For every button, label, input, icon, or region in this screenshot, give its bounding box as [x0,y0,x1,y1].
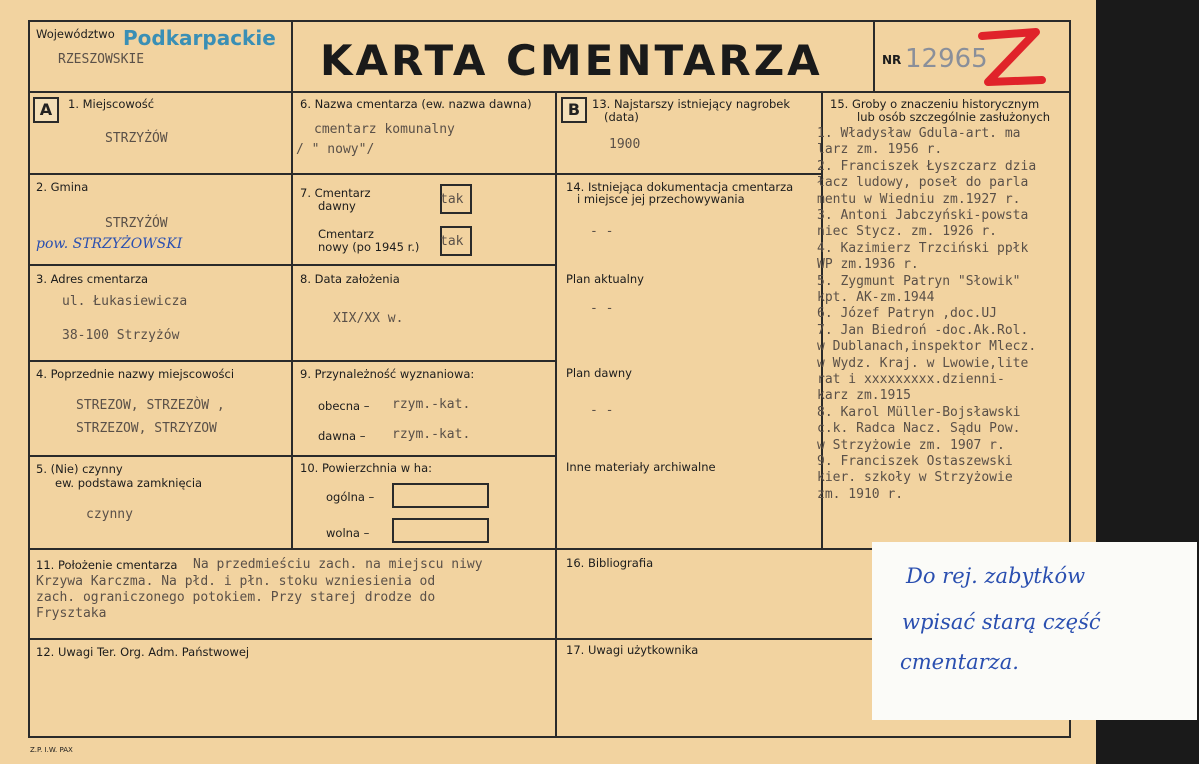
grave-line: kier. szkoły w Strzyżowie [817,470,1013,486]
field-1-label: 1. Miejscowość [68,97,155,111]
grave-line: 1. Władysław Gdula-art. ma [817,126,1021,141]
row-divider [28,264,557,266]
field-15-label-2: lub osób szczególnie zasłużonych [857,110,1051,124]
grave-line: 7. Jan Biedroń -doc.Ak.Rol. [817,322,1029,338]
field-11-line3: zach. ograniczonego potokiem. Przy starej drodze do [36,590,436,605]
dawna-label: dawna – [318,429,366,443]
grave-line: 6. Józef Patryn ,doc.UJ [817,306,998,322]
field-14-value: - - [590,224,614,239]
col-divider-2 [555,91,557,738]
field-16-label: 16. Bibliografia [566,556,654,570]
nowy-value: tak [440,234,464,249]
grave-line: WP zm.1936 r. [817,257,919,273]
field-14-label: 14. Istniejąca dokumentacja cmentarza [566,180,794,194]
field-10-label: 10. Powierzchnia w ha: [300,461,433,475]
card-number: 12965 [905,44,988,74]
grave-line: mentu w Wiedniu zm.1927 r. [817,191,1021,207]
field-8-value: XIX/XX w. [333,311,404,326]
field-9-label: 9. Przynależność wyznaniowa: [300,367,475,381]
row-divider [28,360,557,362]
dawny-checkbox[interactable] [440,184,472,214]
field-2-value: STRZYŻÓW [105,216,168,231]
field-14-label-2: i miejsce jej przechowywania [577,192,745,206]
sticky-note [872,542,1197,720]
field-7-nowy-label-2: nowy (po 1945 r.) [318,240,420,254]
note-line1: Do rej. zabytków [906,564,1086,588]
field-13-label: 13. Najstarszy istniejący nagrobek [592,97,791,111]
grave-line: w Dublanach,inspektor Mlecz. [817,339,1037,355]
field-11-line4: Frysztaka [36,606,107,621]
field-3-label: 3. Adres cmentarza [36,272,149,286]
field-12-label: 12. Uwagi Ter. Org. Adm. Państwowej [36,645,250,659]
ogolna-label: ogólna – [326,490,375,504]
grave-line: w Wydz. Kraj. w Lwowie,lite [817,355,1029,371]
field-11-label: 11. Położenie cmentarza [36,558,178,572]
field-5-value: czynny [86,507,133,522]
field-3-line2: 38-100 Strzyżów [62,328,180,343]
field-13-value: 1900 [609,137,641,152]
grave-line: karz zm.1915 [817,388,911,404]
wolna-input[interactable] [392,518,489,543]
dawna-value: rzym.-kat. [392,427,471,442]
plan-dawny-label: Plan dawny [566,366,632,380]
field-7-dawny-label-2: dawny [318,199,356,213]
ogolna-input[interactable] [392,483,489,508]
row-divider [28,455,557,457]
field-6-line2: / " nowy"/ [296,142,375,157]
field-2-handwritten: pow. STRZYŻOWSKI [36,236,183,252]
field-1-value: STRZYŻÓW [105,131,168,146]
grave-line: rat i xxxxxxxxx.dzienni- [817,372,1005,387]
field-13-label-2: (data) [604,110,639,124]
wojewodztwo-label: Województwo [36,27,115,41]
obecna-label: obecna – [318,399,370,413]
field-6-label: 6. Nazwa cmentarza (ew. nazwa dawna) [300,97,532,111]
row-divider [28,173,557,175]
nowy-checkbox[interactable] [440,226,472,256]
grave-line: 4. Kazimierz Trzciński ppłk [817,240,1029,256]
field-7-nowy-label: Cmentarz [318,227,374,241]
field-4-label: 4. Poprzednie nazwy miejscowości [36,367,235,381]
note-line3: cmentarza. [900,650,1019,674]
field-15-label: 15. Groby o znaczeniu historycznym [830,97,1040,111]
printer-mark: Z.P. I.W. PAX [30,746,73,754]
grave-line: łacz ludowy, poseł do parla [817,175,1029,191]
grave-line: 9. Franciszek Ostaszewski [817,454,1013,469]
field-2-label: 2. Gmina [36,180,89,194]
obecna-value: rzym.-kat. [392,397,471,412]
grave-line: kpt. AK-zm.1944 [817,290,935,305]
grave-line: w Strzyżowie zm. 1907 r. [817,437,1005,453]
grave-line: larz zm. 1956 r. [817,142,943,158]
inne-materialy-label: Inne materiały archiwalne [566,460,716,474]
header-divider-v2 [873,20,875,92]
field-17-label: 17. Uwagi użytkownika [566,643,699,657]
note-line2: wpisać starą część [902,610,1101,634]
field-11-line1: Na przedmieściu zach. na miejscu niwy [193,557,483,572]
grave-line: 3. Antoni Jabczyński-powsta [817,208,1029,223]
nr-label: NR [882,53,902,67]
grave-line: 2. Franciszek Łyszczarz dzia [817,158,1037,174]
card-title: KARTA CMENTARZA [320,36,823,85]
dawny-value: tak [440,192,464,207]
plan-dawny-value: - - [590,403,614,418]
row-divider [555,173,823,175]
grave-line: niec Stycz. zm. 1926 r. [817,224,998,240]
field-6-line1: cmentarz komunalny [314,122,455,137]
field-3-line1: ul. Łukasiewicza [62,294,188,309]
grave-line: 5. Zygmunt Patryn "Słowik" [817,273,1021,289]
section-b-marker: B [561,97,587,123]
section-a-marker: A [33,97,59,123]
wolna-label: wolna – [326,526,370,540]
red-z-mark [978,26,1048,90]
field-4-line1: STREZOW, STRZEZÒW , [76,398,225,413]
header-divider-v1 [291,20,293,92]
plan-aktualny-value: - - [590,301,614,316]
plan-aktualny-label: Plan aktualny [566,272,644,286]
field-5-label-2: ew. podstawa zamknięcia [55,476,203,490]
field-7-dawny-label: 7. Cmentarz [300,186,371,200]
grave-line: 8. Karol Müller-Bojsławski [817,404,1021,420]
field-5-label: 5. (Nie) czynny [36,462,123,476]
grave-line: zm. 1910 r. [817,486,904,502]
grave-line: c.k. Radca Nacz. Sądu Pow. [817,421,1021,437]
header-divider [28,91,1071,93]
field-4-line2: STRZEZOW, STRZYZOW [76,421,217,436]
region-stamp: Podkarpackie [123,26,276,50]
field-8-label: 8. Data założenia [300,272,400,286]
wojewodztwo-value: RZESZOWSKIE [58,52,145,67]
col-divider-1 [291,91,293,549]
field-11-line2: Krzywa Karczma. Na płd. i płn. stoku wzniesienia od [36,574,436,589]
